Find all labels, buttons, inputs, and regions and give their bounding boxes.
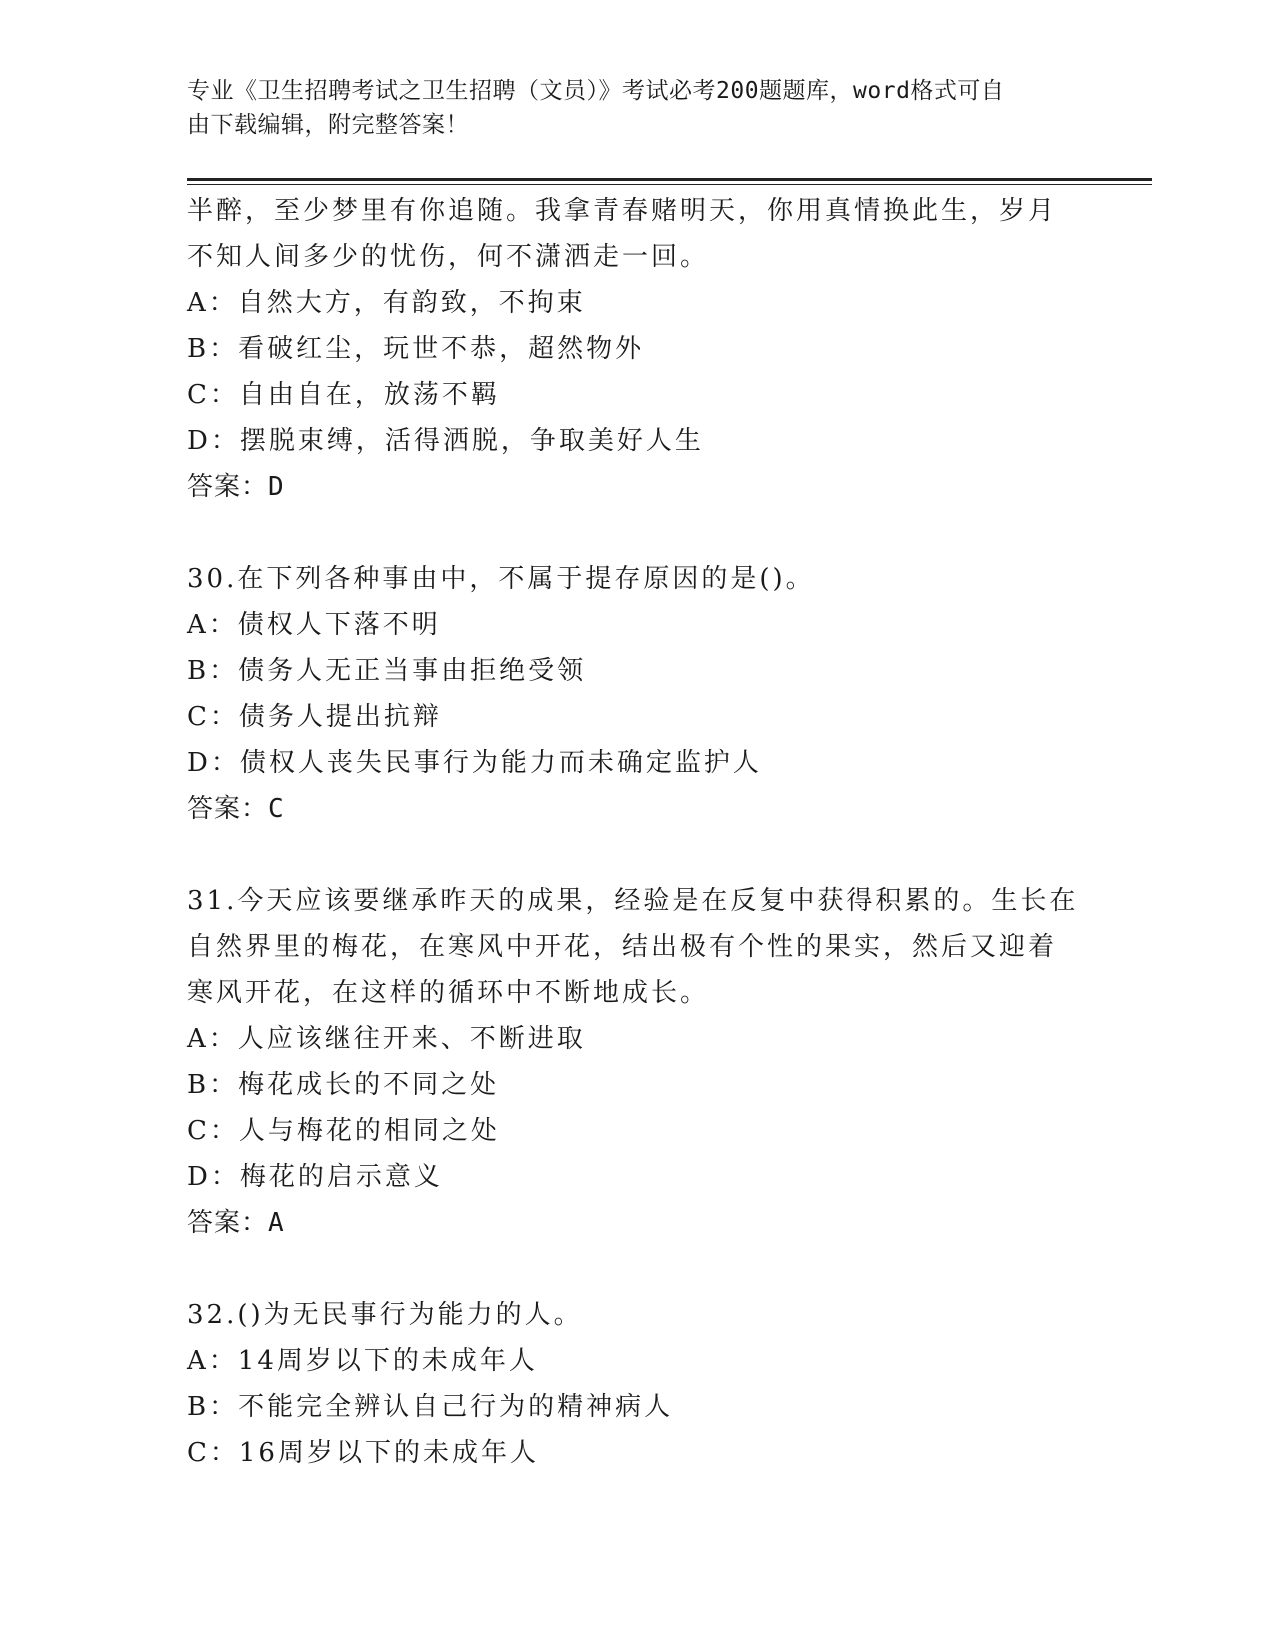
question-continued bbox=[187, 188, 1087, 510]
document-body bbox=[187, 188, 1087, 1476]
option-c: C：自由自在，放荡不羁 bbox=[187, 380, 500, 410]
answer-value: C bbox=[268, 794, 285, 824]
question-text-line: 31.今天应该要继承昨天的成果，经验是在反复中获得积累的。生长在 bbox=[187, 886, 1079, 916]
option-b: B：看破红尘，玩世不恭，超然物外 bbox=[187, 334, 645, 364]
question-31 bbox=[187, 878, 1087, 1246]
spacer bbox=[187, 1246, 1087, 1292]
option-d: D：梅花的启示意义 bbox=[187, 1162, 443, 1192]
question-text-line: 半醉，至少梦里有你追随。我拿青春赌明天，你用真情换此生，岁月 bbox=[187, 196, 1058, 226]
answer-line bbox=[187, 464, 1087, 510]
option-b: B：债务人无正当事由拒绝受领 bbox=[187, 656, 587, 686]
question-text-line: 寒风开花，在这样的循环中不断地成长。 bbox=[187, 978, 710, 1008]
header-rule-thin bbox=[187, 184, 1152, 185]
header-line-1: 专业《卫生招聘考试之卫生招聘（文员）》考试必考200题题库，word格式可自 bbox=[187, 78, 1005, 104]
option-c: C：人与梅花的相同之处 bbox=[187, 1116, 500, 1146]
question-32 bbox=[187, 1292, 1087, 1476]
question-text-line: 自然界里的梅花，在寒风中开花，结出极有个性的果实，然后又迎着 bbox=[187, 932, 1058, 962]
question-text-line: 不知人间多少的忧伤，何不潇洒走一回。 bbox=[187, 242, 710, 272]
question-text-line: 30.在下列各种事由中，不属于提存原因的是()。 bbox=[187, 564, 815, 594]
header-rule-thick bbox=[187, 178, 1152, 181]
option-a: A：人应该继往开来、不断进取 bbox=[187, 1024, 586, 1054]
document-header bbox=[187, 74, 1067, 142]
option-b: B：不能完全辨认自己行为的精神病人 bbox=[187, 1392, 674, 1422]
spacer bbox=[187, 510, 1087, 556]
spacer bbox=[187, 832, 1087, 878]
option-d: D：摆脱束缚，活得洒脱，争取美好人生 bbox=[187, 426, 704, 456]
question-text-line: 32.()为无民事行为能力的人。 bbox=[187, 1300, 583, 1330]
option-a: A：债权人下落不明 bbox=[187, 610, 441, 640]
option-a: A：14周岁以下的未成年人 bbox=[187, 1346, 538, 1376]
option-b: B：梅花成长的不同之处 bbox=[187, 1070, 500, 1100]
option-c: C：16周岁以下的未成年人 bbox=[187, 1438, 539, 1468]
answer-line bbox=[187, 786, 1087, 832]
answer-label: 答案： bbox=[187, 1208, 269, 1238]
answer-value: D bbox=[268, 472, 285, 502]
question-30 bbox=[187, 556, 1087, 832]
option-d: D：债权人丧失民事行为能力而未确定监护人 bbox=[187, 748, 762, 778]
answer-label: 答案： bbox=[187, 472, 269, 502]
answer-label: 答案： bbox=[187, 794, 269, 824]
answer-line bbox=[187, 1200, 1087, 1246]
header-line-2: 由下载编辑，附完整答案！ bbox=[187, 112, 469, 138]
option-c: C：债务人提出抗辩 bbox=[187, 702, 442, 732]
answer-value: A bbox=[268, 1208, 285, 1238]
option-a: A：自然大方，有韵致，不拘束 bbox=[187, 288, 586, 318]
